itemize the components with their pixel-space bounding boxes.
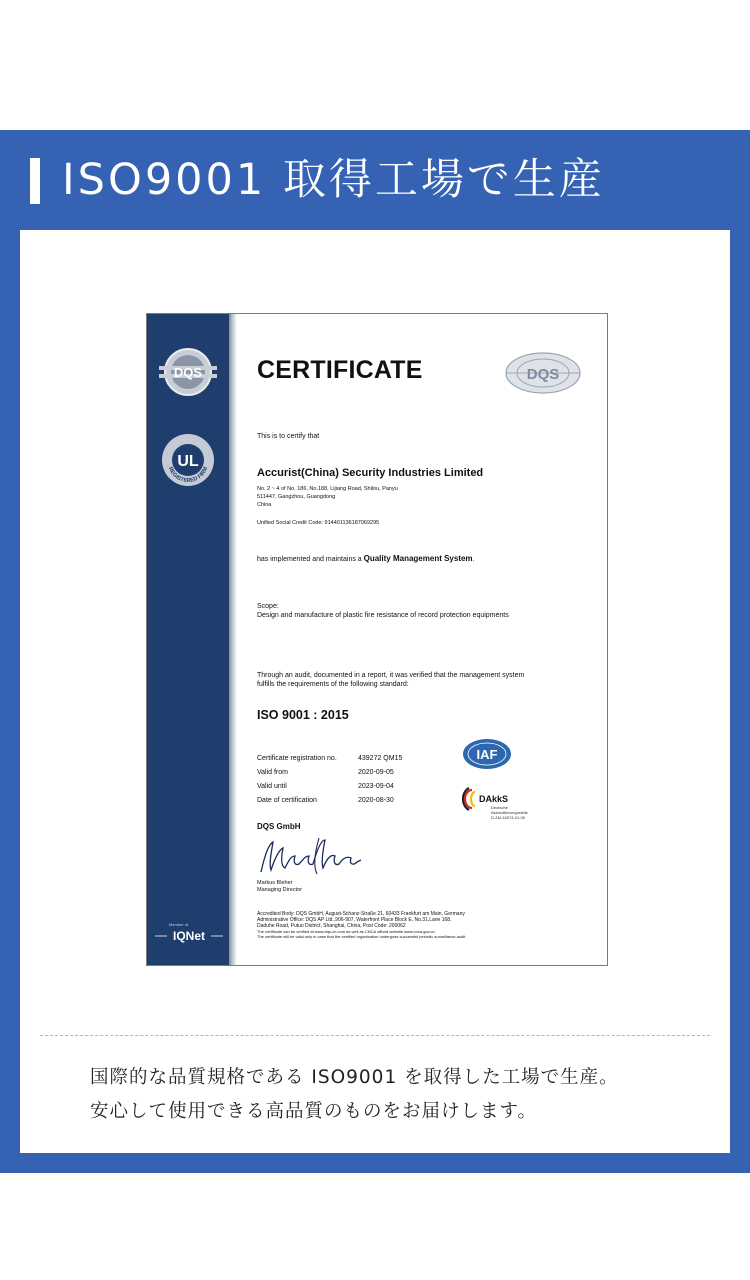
detail-value: 2023-09-04	[358, 783, 394, 790]
dashed-divider	[40, 1035, 710, 1036]
implemented-suffix: .	[472, 556, 475, 563]
company-name: Accurist(China) Security Industries Limited	[257, 467, 484, 479]
detail-label: Valid until	[257, 783, 287, 790]
svg-text:Akkreditierungsstelle: Akkreditierungsstelle	[491, 810, 528, 815]
footer-line: The certificate will be valid only in case that the certified organization undergoes successful periodic surveillance audit.	[257, 934, 467, 939]
description-line-2: 安心して使用できる高品質のものをお届けします。	[90, 1101, 538, 1122]
svg-text:D-ZM-16074-01-00: D-ZM-16074-01-00	[491, 815, 526, 820]
svg-text:Member of: Member of	[169, 922, 189, 927]
standard-name: ISO 9001 : 2015	[257, 708, 349, 722]
certificate-sidebar	[147, 314, 229, 965]
detail-value: 2020-08-30	[358, 797, 394, 804]
address-line-2: 511447, Gangzhou, Guangdong	[257, 494, 336, 500]
iqnet-logo	[151, 918, 225, 948]
credit-code: Unified Social Credit Code: 914401136187069295	[257, 520, 380, 526]
svg-text:DAkkS: DAkkS	[479, 794, 509, 804]
audit-line-2: fulfills the requirements of the following standard:	[257, 681, 409, 688]
detail-value: 2020-09-05	[358, 769, 394, 776]
scope-label: Scope:	[257, 603, 279, 610]
description-line-1: 国際的な品質規格である ISO9001 を取得した工場で生産。	[90, 1067, 619, 1088]
footer-line: Accredited Body: DQS GmbH, August-Schanz-Straße 21, 60433 Frankfurt am Main, Germany	[257, 911, 465, 917]
certificate-sidebar-edge	[229, 314, 237, 965]
signer-title: Managing Director	[257, 887, 302, 893]
implemented-statement	[257, 554, 475, 564]
page-title: ISO9001 取得工場で生産	[62, 155, 605, 205]
scope-text: Design and manufacture of plastic fire resistance of record protection equipments	[257, 612, 509, 619]
detail-label: Date of certification	[257, 797, 317, 804]
detail-label: Valid from	[257, 769, 288, 776]
audit-line-1: Through an audit, documented in a report, it was verified that the management system	[257, 672, 525, 679]
svg-text:IAF: IAF	[476, 747, 498, 762]
footer-line: Daduhe Road, Putuo District, Shanghai, China, Post Code: 200062	[257, 923, 406, 929]
implemented-prefix: has implemented and maintains a	[257, 556, 362, 563]
address-line-3: China	[257, 502, 272, 508]
dqs-logo	[503, 350, 583, 396]
svg-text:REGISTERED FIRM: REGISTERED FIRM	[166, 466, 210, 485]
certify-line: This is to certify that	[257, 433, 320, 440]
dqs-logo-sidebar	[157, 344, 219, 400]
svg-text:UL: UL	[177, 453, 199, 470]
svg-text:IQNet: IQNet	[172, 929, 206, 943]
footer-line: The certificate can be verified at www.dqs-cn.com as well as CNCA official website www.cnca.gov.cn	[257, 929, 435, 934]
dakks-logo	[459, 780, 549, 820]
svg-text:Deutsche: Deutsche	[491, 805, 508, 810]
implemented-system: Quality Management System	[363, 554, 473, 563]
svg-text:DQS: DQS	[173, 365, 203, 380]
detail-label: Certificate registration no.	[257, 755, 337, 762]
signature-image	[257, 834, 367, 878]
address-line-1: No. 2 ~ 4 of No. 186, No.188, Lijiang Road, Shilou, Panyu	[257, 486, 398, 492]
ul-registered-firm-logo	[160, 432, 216, 488]
detail-value: 439272 QM15	[358, 755, 403, 762]
svg-text:DQS: DQS	[526, 366, 560, 383]
certificate-title: CERTIFICATE	[257, 356, 423, 384]
signer-name: Markus Bleher	[257, 880, 293, 886]
iaf-logo	[461, 738, 513, 770]
header-accent-bar	[30, 158, 40, 204]
issuer-name: DQS GmbH	[257, 822, 301, 831]
footer-line: Administrative Office: DQS AP Ltd.,906-907, Waterfront Place Block E, No.31,Lane 168,	[257, 917, 452, 923]
certificate-image	[146, 313, 608, 966]
